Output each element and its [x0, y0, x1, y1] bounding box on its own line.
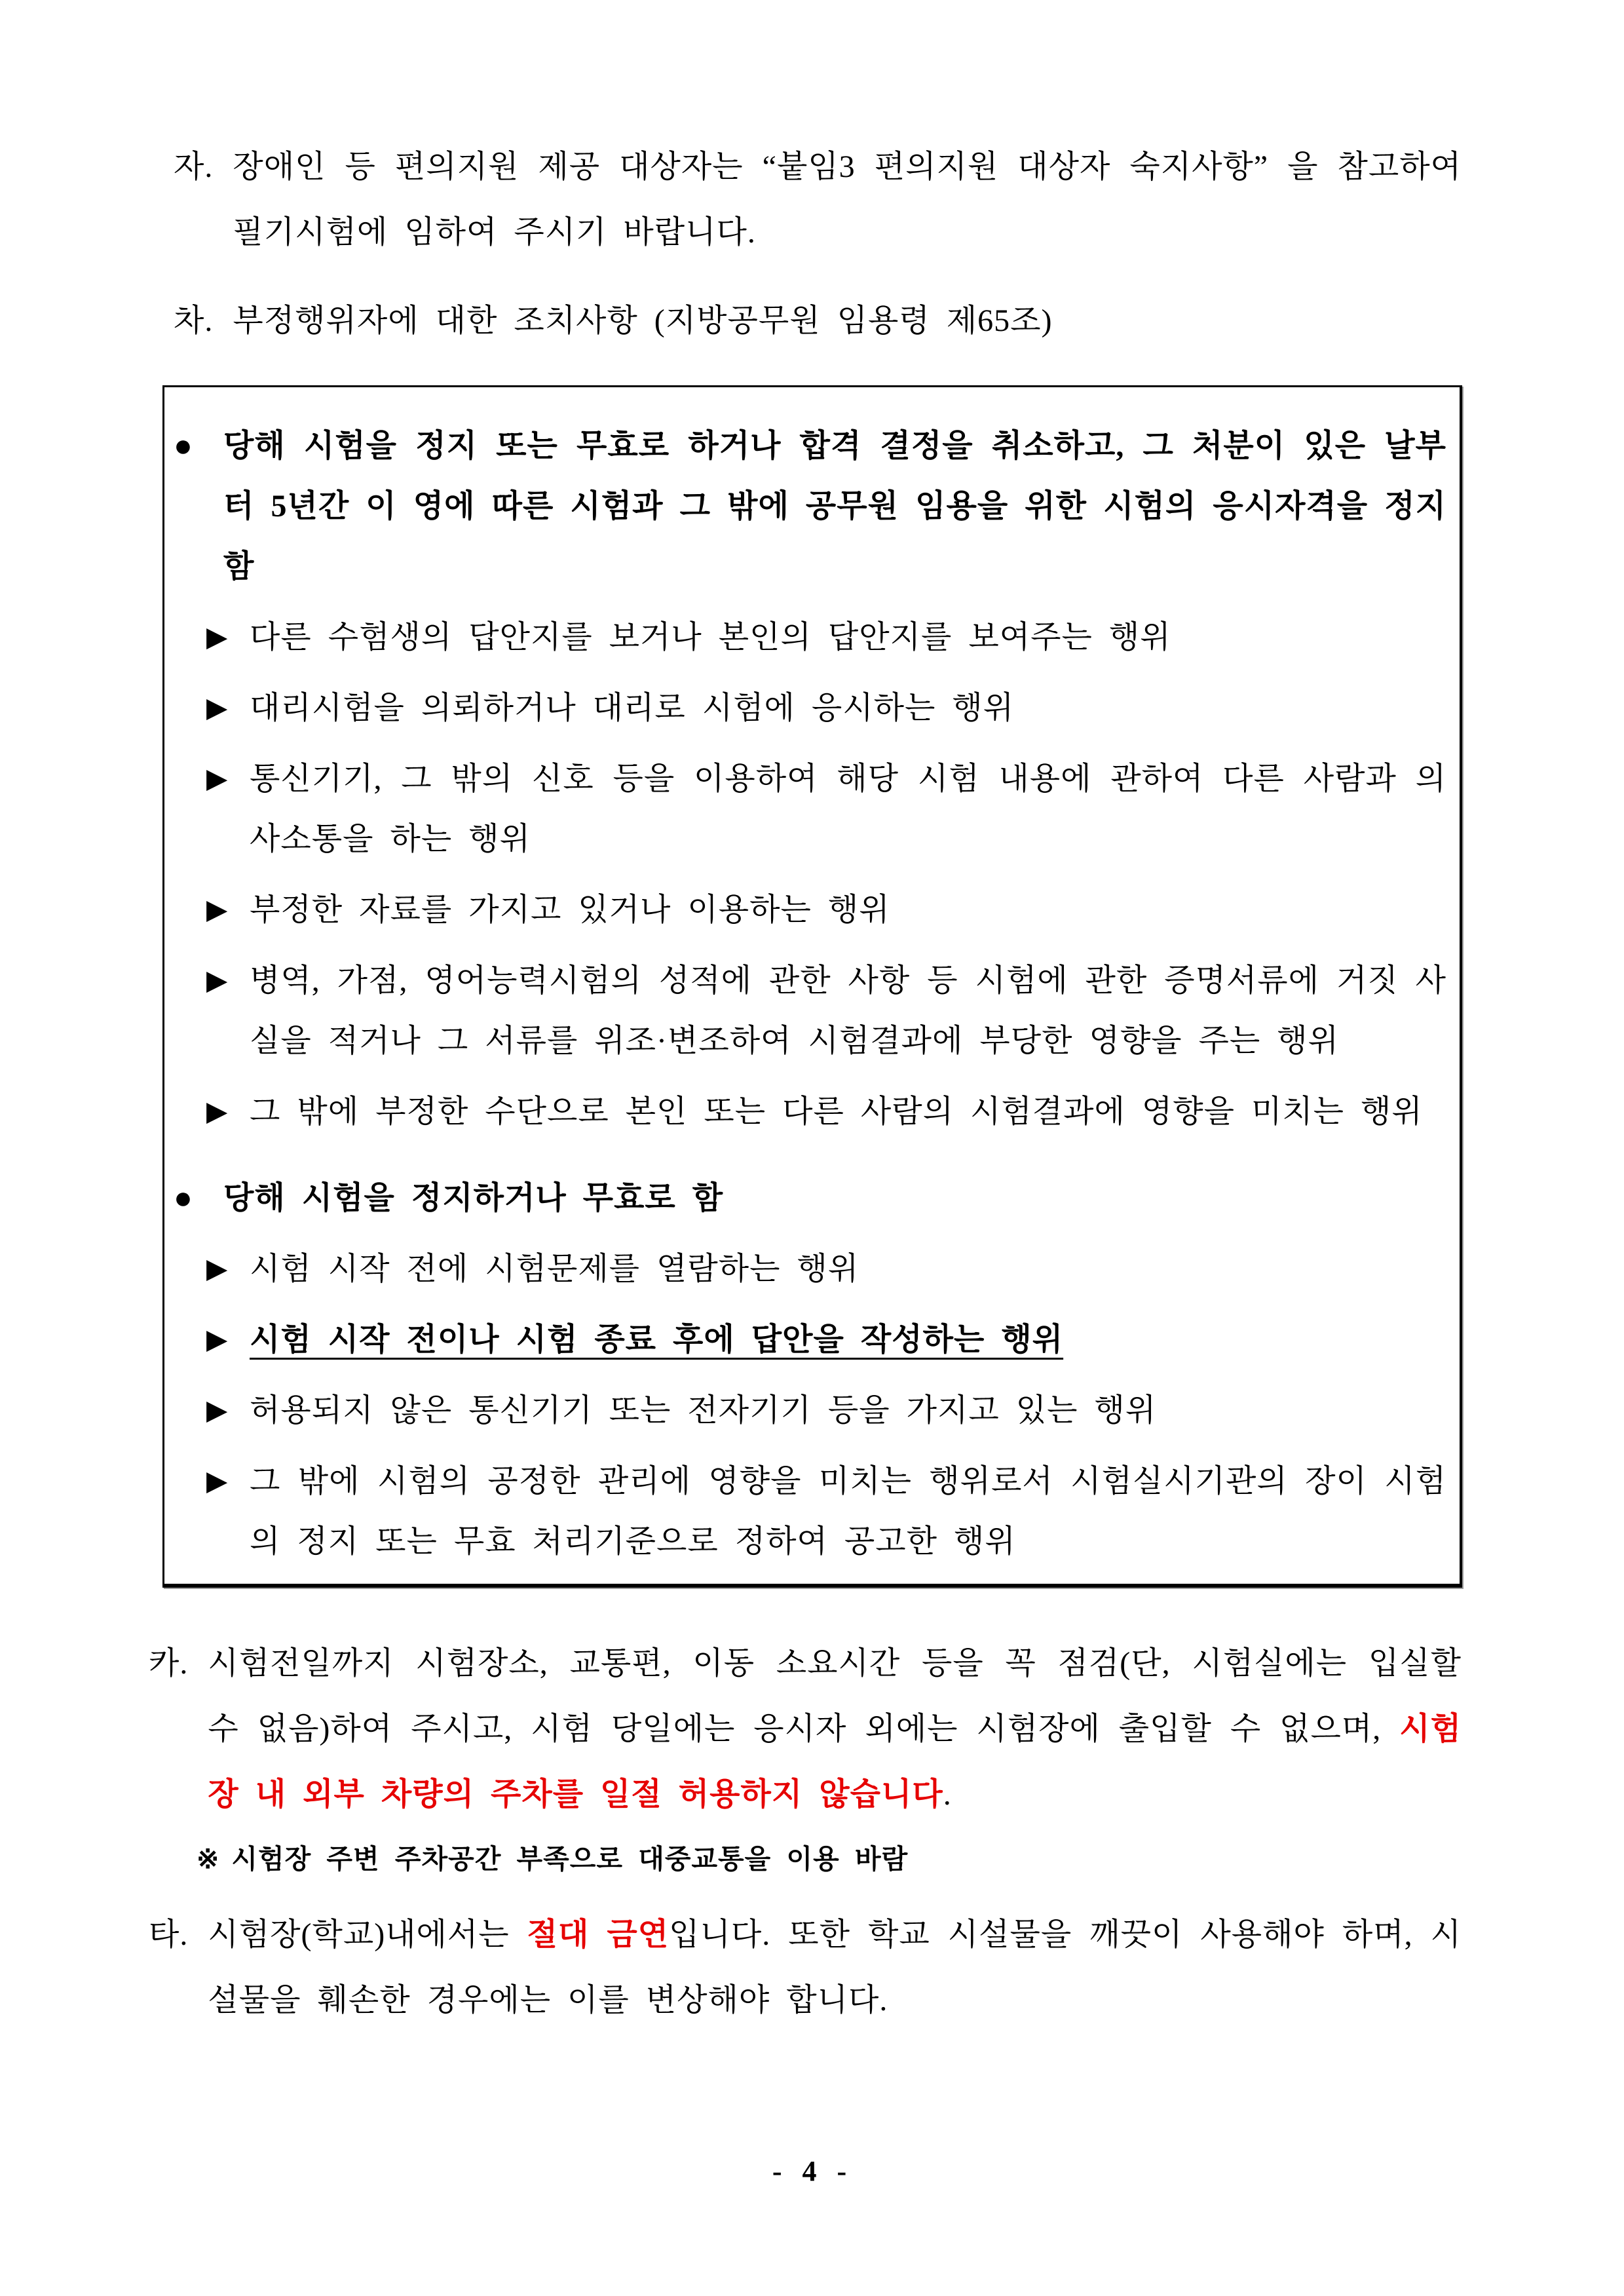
- bullet-item: [174, 880, 1446, 940]
- bullet-item-emphasized: [174, 1310, 1446, 1370]
- bullet-text: 다른 수험생의 답안지를 보거나 본인의 답안지를 보여주는 행위: [250, 620, 1171, 655]
- bullet-item: [174, 678, 1446, 738]
- item-ja-label: 자.: [174, 149, 214, 184]
- item-ka-label: 카.: [149, 1646, 189, 1681]
- penalty-box: [162, 385, 1462, 1588]
- bullet-text: 병역, 가점, 영어능력시험의 성적에 관한 사항 등 시험에 관한 증명서류에 거짓 사실을 적거나 그 서류를 위조·변조하여 시험결과에 부당한 영향을 주는 행위: [250, 963, 1446, 1058]
- arrow-bullet-icon: ▶: [206, 764, 229, 794]
- bullet-text: 그 밖에 부정한 수단으로 본인 또는 다른 사람의 시험결과에 영향을 미치는 행위: [250, 1094, 1423, 1129]
- bullet-text-underlined: 시험 시작 전이나 시험 종료 후에 답안을 작성하는 행위: [250, 1322, 1064, 1357]
- arrow-bullet-icon: ▶: [206, 693, 229, 723]
- bullet-text: 통신기기, 그 밖의 신호 등을 이용하여 해당 시험 내용에 관하여 다른 사람과 의사소통을 하는 행위: [250, 761, 1446, 856]
- item-ta-text: [208, 1902, 1462, 2033]
- box-section-2-heading-text: 당해 시험을 정지하거나 무효로 함: [223, 1181, 724, 1215]
- item-ja-text: 장애인 등 편의지원 제공 대상자는 “붙임3 편의지원 대상자 숙지사항” 을 참고하여 필기시험에 임하여 주시기 바랍니다.: [233, 149, 1462, 250]
- bullet-text: 그 밖에 시험의 공정한 관리에 영향을 미치는 행위로서 시험실시기관의 장이 시험의 정지 또는 무효 처리기준으로 정하여 공고한 행위: [250, 1464, 1446, 1559]
- item-ka-text-period: .: [943, 1777, 952, 1812]
- item-ta: [149, 1902, 1462, 2033]
- arrow-bullet-icon: ▶: [206, 622, 229, 653]
- circle-bullet-icon: ●: [174, 429, 193, 463]
- item-ka: [149, 1631, 1462, 1827]
- bullet-item: [174, 1239, 1446, 1299]
- arrow-bullet-icon: ▶: [206, 1254, 229, 1284]
- box-section-2-heading: [174, 1168, 1446, 1229]
- circle-bullet-icon: ●: [174, 1181, 193, 1215]
- item-ta-label: 타.: [149, 1917, 189, 1952]
- item-ta-text-rest: 입니다. 또한 학교 시설물을 깨끗이 사용해야 하며, 시설물을 훼손한 경우에는 이를 변상해야 합니다.: [208, 1917, 1462, 2018]
- item-ka-text-normal: 시험전일까지 시험장소, 교통편, 이동 소요시간 등을 꼭 점검(단, 시험실에는 입실할 수 없음)하여 주시고, 시험 당일에는 응시자 외에는 시험장에 출입할 수 없으며,: [208, 1646, 1462, 1746]
- arrow-bullet-icon: ▶: [206, 1466, 229, 1497]
- arrow-bullet-icon: ▶: [206, 1325, 229, 1355]
- reference-mark-icon: ※: [197, 1844, 220, 1874]
- bullet-item: [174, 1381, 1446, 1441]
- arrow-bullet-icon: ▶: [206, 1396, 229, 1426]
- arrow-bullet-icon: ▶: [206, 966, 229, 996]
- bullet-text: 부정한 자료를 가지고 있거나 이용하는 행위: [250, 892, 890, 927]
- box-section-1-heading: [174, 416, 1446, 597]
- bullet-text: 허용되지 않은 통신기기 또는 전자기기 등을 가지고 있는 행위: [250, 1393, 1157, 1428]
- item-ka-text: [208, 1631, 1462, 1827]
- box-section-1-heading-text: 당해 시험을 정지 또는 무효로 하거나 합격 결정을 취소하고, 그 처분이 있은 날부터 5년간 이 영에 따른 시험과 그 밖에 공무원 임용을 위한 시험의 응시자격을 정지함: [223, 429, 1446, 584]
- bullet-item: [174, 607, 1446, 668]
- item-cha: [174, 288, 1462, 354]
- bullet-item: [174, 951, 1446, 1071]
- item-ja: [174, 134, 1462, 265]
- bullet-item: [174, 749, 1446, 870]
- arrow-bullet-icon: ▶: [206, 895, 229, 925]
- item-ta-text-red-no-smoking: 절대 금연: [527, 1917, 670, 1952]
- bullet-item: [174, 1451, 1446, 1572]
- parking-note-text: 시험장 주변 주차공간 부족으로 대중교통을 이용 바람: [231, 1844, 909, 1874]
- item-ka-text-red-warning: 시험장 내 외부 차량의 주차를 일절 허용하지 않습니다: [208, 1712, 1462, 1812]
- item-cha-text: 부정행위자에 대한 조치사항 (지방공무원 임용령 제65조): [233, 303, 1053, 338]
- parking-note: [197, 1833, 1462, 1885]
- page-number: - 4 -: [772, 2155, 852, 2187]
- bullet-text: 시험 시작 전에 시험문제를 열람하는 행위: [250, 1252, 859, 1286]
- bullet-item: [174, 1082, 1446, 1142]
- item-cha-label: 차.: [174, 303, 214, 338]
- arrow-bullet-icon: ▶: [206, 1097, 229, 1127]
- bullet-text: 대리시험을 의뢰하거나 대리로 시험에 응시하는 행위: [250, 691, 1015, 725]
- item-ta-text-normal: 시험장(학교)내에서는: [208, 1917, 527, 1952]
